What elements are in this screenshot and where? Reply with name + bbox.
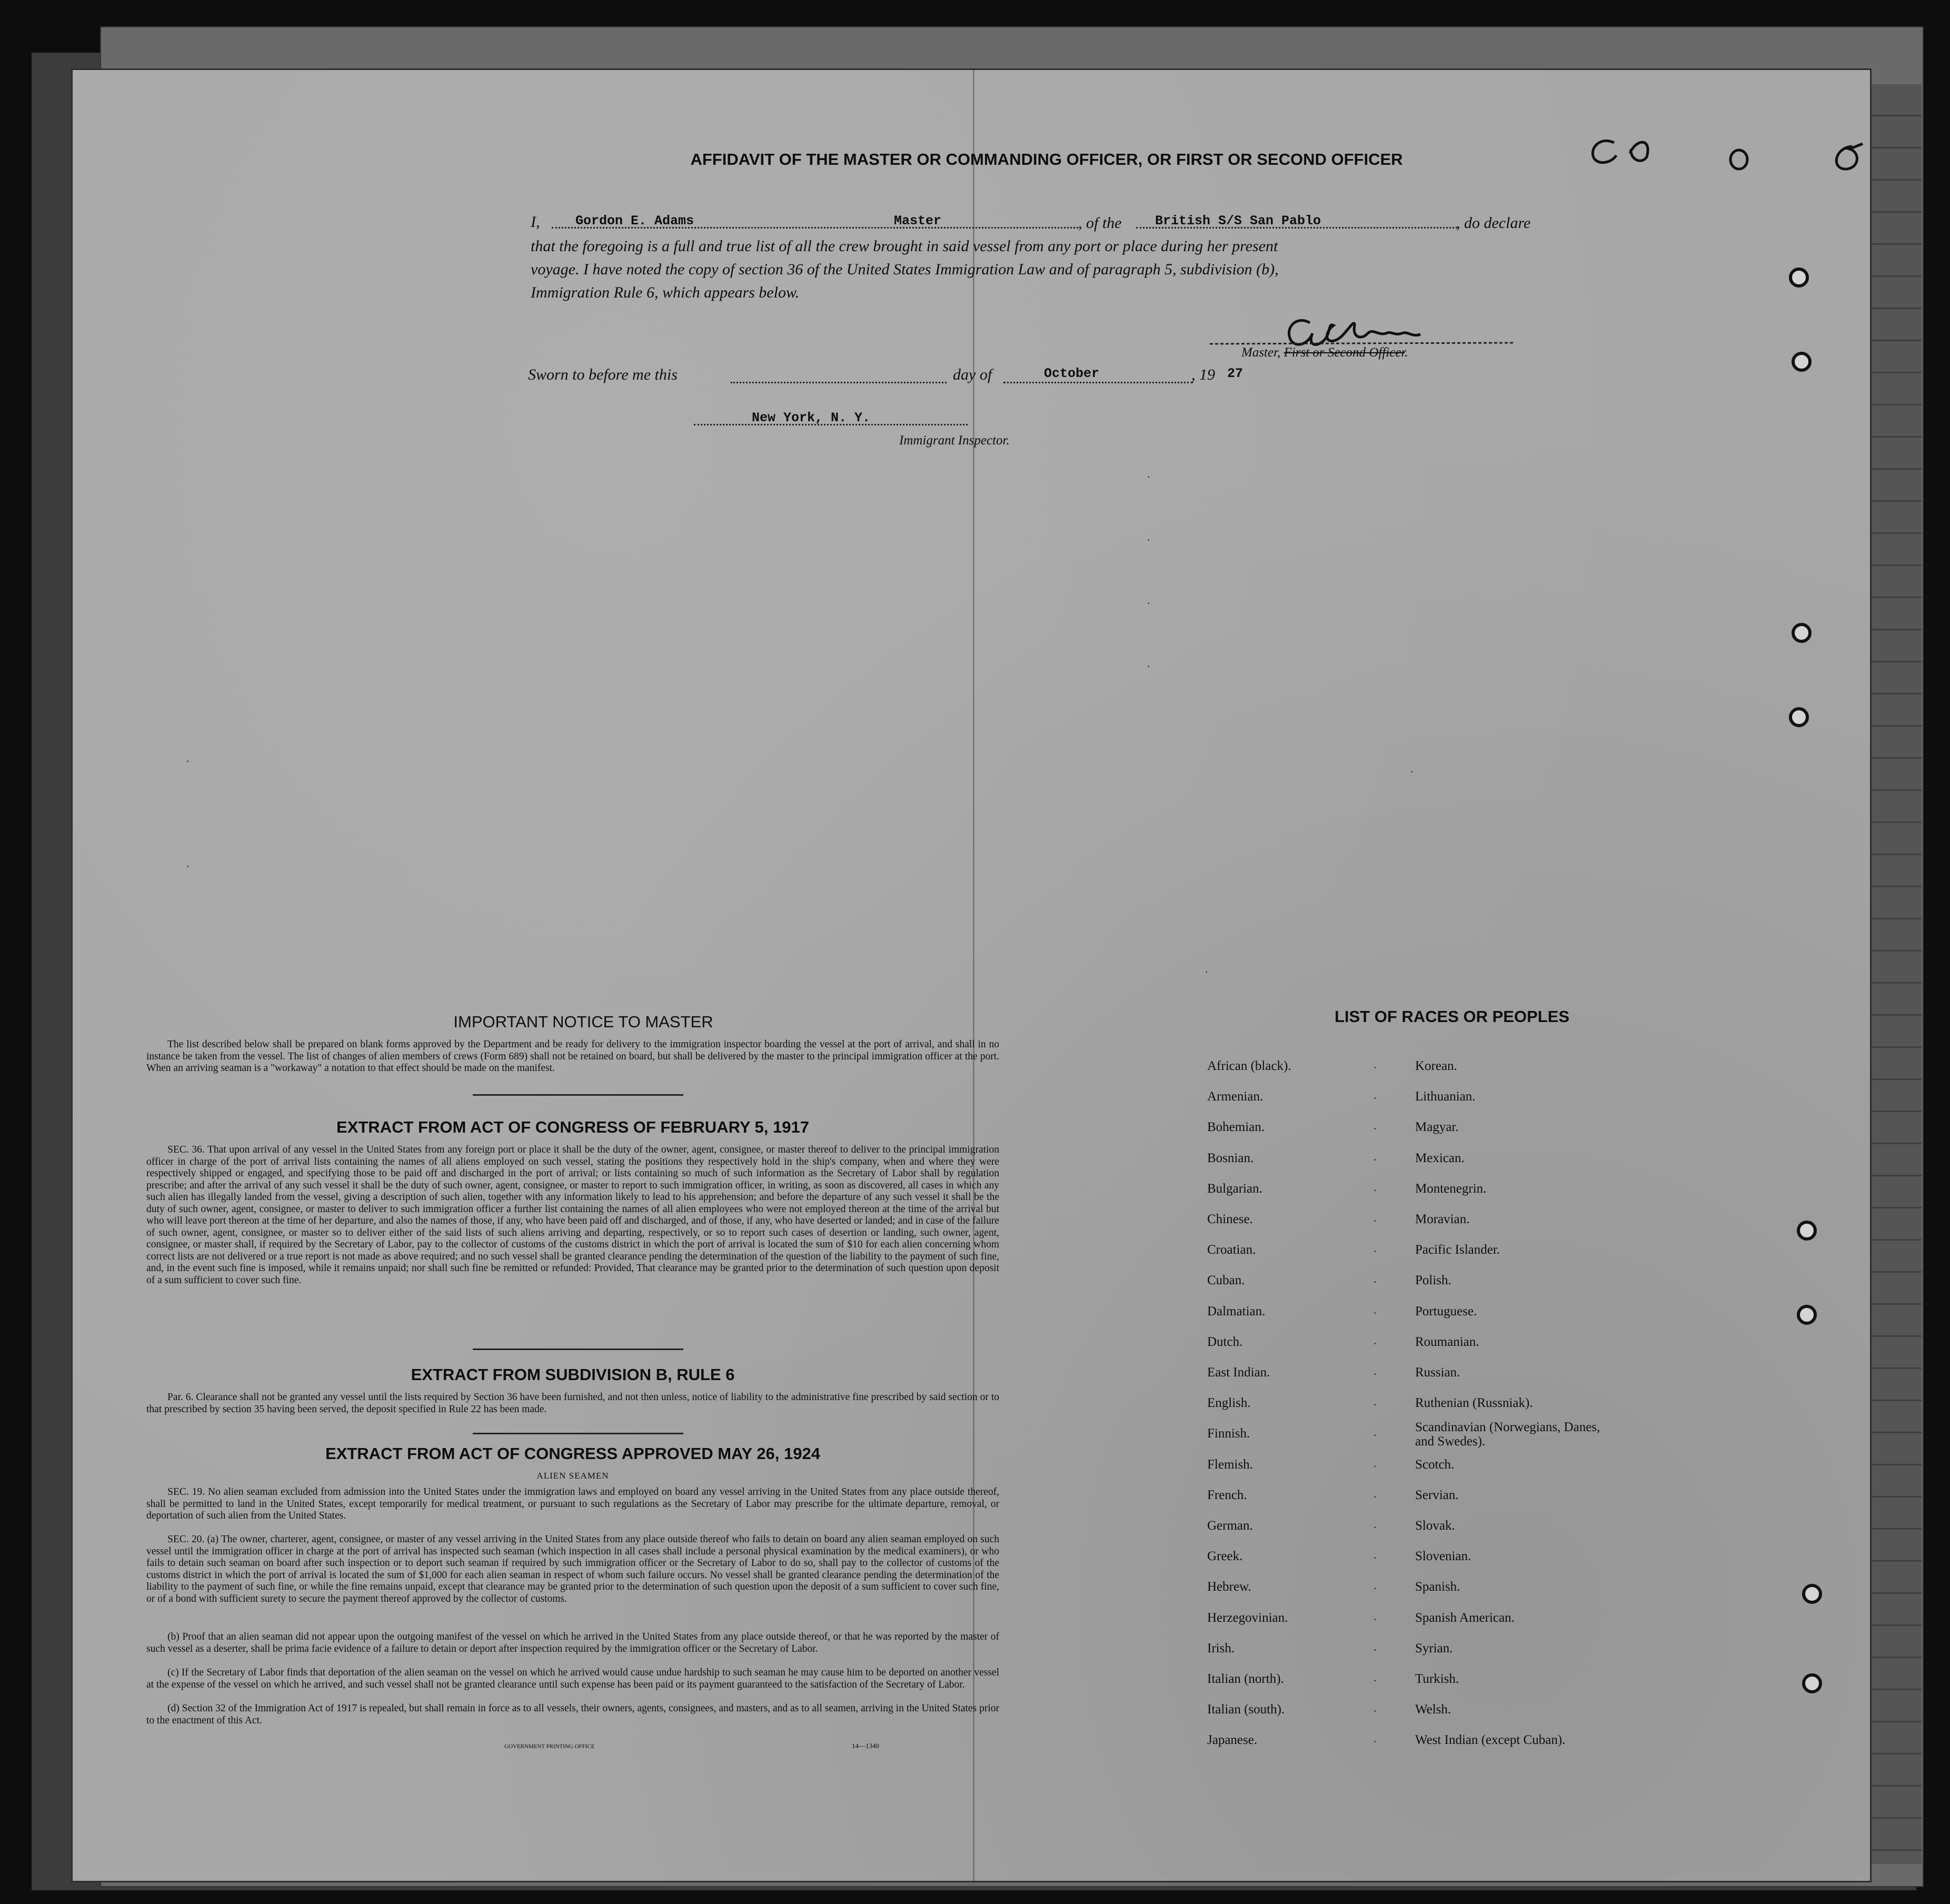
do-declare-label: , do declare xyxy=(1456,214,1531,232)
race-left-item: Armenian. xyxy=(1207,1089,1263,1104)
race-left-item: African (black). xyxy=(1207,1059,1291,1073)
race-left-item: Chinese. xyxy=(1207,1212,1253,1226)
race-right-item: Moravian. xyxy=(1415,1212,1470,1226)
race-left-item: Greek. xyxy=(1207,1549,1243,1564)
race-right-item: Polish. xyxy=(1415,1273,1451,1288)
race-left-item: Japanese. xyxy=(1207,1733,1258,1748)
race-left-item: Irish. xyxy=(1207,1641,1235,1655)
race-right-item: Ruthenian (Russniak). xyxy=(1415,1396,1533,1411)
race-right-item: Servian. xyxy=(1415,1488,1459,1502)
affidavit-line-3: voyage. I have noted the copy of section 36 of the United States Immigration Law and of paragraph 5, subdivision (b), xyxy=(531,261,1279,278)
year-prefix: , 19 xyxy=(1191,366,1215,383)
race-divider-dot: · xyxy=(1373,1674,1377,1687)
race-left-item: Italian (south). xyxy=(1207,1702,1285,1717)
punch-hole xyxy=(1789,707,1809,727)
race-left-item: English. xyxy=(1207,1396,1251,1411)
signature-caption-struck: First or Second Officer xyxy=(1284,345,1405,360)
race-divider-dot: · xyxy=(1373,1398,1377,1412)
punch-hole xyxy=(1797,1221,1817,1241)
divider xyxy=(473,1094,683,1096)
race-divider-dot: · xyxy=(1373,1551,1377,1565)
speck: · xyxy=(186,860,190,873)
day-of-label: day of xyxy=(953,366,992,383)
act-1924-subtitle: ALIEN SEAMEN xyxy=(536,1471,609,1481)
sworn-month: October xyxy=(1044,366,1100,381)
speck: · xyxy=(1147,533,1151,547)
sworn-day-underline xyxy=(731,382,947,383)
master-rank: Master xyxy=(894,213,942,229)
race-left-item: Flemish. xyxy=(1207,1457,1253,1472)
race-left-item: Cuban. xyxy=(1207,1273,1245,1288)
speck: · xyxy=(1147,660,1151,673)
race-divider-dot: · xyxy=(1373,1183,1377,1197)
affidavit-title: AFFIDAVIT OF THE MASTER OR COMMANDING OFFICER, OR FIRST OR SECOND OFFICER xyxy=(690,150,1403,168)
race-left-item: Bosnian. xyxy=(1207,1151,1254,1165)
race-divider-dot: · xyxy=(1373,1061,1377,1074)
race-divider-dot: · xyxy=(1373,1643,1377,1657)
race-left-item: Herzegovinian. xyxy=(1207,1610,1288,1625)
rule-6-title: EXTRACT FROM SUBDIVISION B, RULE 6 xyxy=(411,1365,735,1384)
race-divider-dot: · xyxy=(1373,1306,1377,1320)
race-divider-dot: · xyxy=(1373,1735,1377,1749)
race-divider-dot: · xyxy=(1373,1459,1377,1473)
race-right-item: Lithuanian. xyxy=(1415,1089,1476,1104)
act-1917-title: EXTRACT FROM ACT OF CONGRESS OF FEBRUARY 5, 1917 xyxy=(336,1118,809,1136)
act-1924-sec-20a: SEC. 20. (a) The owner, charterer, agent, consignee, or master of any vessel arriving in the United States from any place outside thereof who fails to detain on board any alien seaman employed on such vessel until the immigration officer in charge at the port of arrival has inspected such seaman (which inspection in all cases shall include a personal physical examination by the medical examiners), or who fails to detain such seaman on board after such inspection or to deport such seaman if required by such immigration officer or the Secretary of Labor to do so, shall pay to the collector of customs of the customs district in which the port of arrival is located the sum of $1,000 for each alien seaman in respect of whom such failure occurs. No vessel shall be granted clearance pending the determination of the liability to the payment of such fine, or while the fine remains unpaid, except that clearance may be granted prior to the determination of such question upon the deposit of a sum sufficient to cover such fine, or of a bond with sufficient surety to secure the payment thereof approved by the collector of customs. xyxy=(146,1534,999,1604)
race-divider-dot: · xyxy=(1373,1122,1377,1136)
race-right-item: Spanish American. xyxy=(1415,1610,1515,1625)
signature-caption-master: Master, xyxy=(1241,345,1281,360)
race-left-item: German. xyxy=(1207,1519,1253,1533)
race-left-item: Dutch. xyxy=(1207,1334,1243,1349)
act-1924-sec-20c: (c) If the Secretary of Labor finds that deportation of the alien seaman on the vessel on which he arrived would cause undue hardship to such seaman he may cause him to be deported on another vessel at the expense of the vessel on which he arrived, and such vessel shall not be granted clearance until such expense has been paid or its payment guaranteed to the satisfaction of the Secretary of Labor. xyxy=(146,1667,999,1690)
race-right-item: Montenegrin. xyxy=(1415,1181,1487,1196)
form-number: 14—1340 xyxy=(852,1742,879,1750)
race-left-item: Bohemian. xyxy=(1207,1120,1265,1135)
act-1924-sec-19: SEC. 19. No alien seaman excluded from admission into the United States under the immigration laws and employed on board any vessel arriving in the United States from any place outside thereof, shall be permitted to land in the United States, except temporarily for medical treatment, or pursuant to such regulations as the Secretary of Labor may prescribe for the ultimate departure, removal, or deportation of such alien from the United States. xyxy=(146,1486,999,1521)
handwritten-marks xyxy=(1568,107,1872,175)
race-divider-dot: · xyxy=(1373,1490,1377,1503)
race-right-item: Turkish. xyxy=(1415,1672,1459,1686)
punch-hole xyxy=(1802,1673,1822,1693)
race-divider-dot: · xyxy=(1373,1612,1377,1626)
race-left-item: Italian (north). xyxy=(1207,1672,1284,1686)
race-left-item: Hebrew. xyxy=(1207,1580,1251,1594)
affidavit-line-4: Immigration Rule 6, which appears below. xyxy=(531,284,800,301)
punch-hole xyxy=(1802,1584,1822,1604)
race-right-item: Russian. xyxy=(1415,1365,1460,1380)
race-left-item: Finnish. xyxy=(1207,1426,1250,1441)
race-right-item: Mexican. xyxy=(1415,1151,1465,1165)
sworn-place: New York, N. Y. xyxy=(752,410,871,425)
sworn-year: 27 xyxy=(1227,366,1243,381)
race-right-item: Syrian. xyxy=(1415,1641,1453,1655)
master-name: Gordon E. Adams xyxy=(575,213,694,229)
race-left-item: Croatian. xyxy=(1207,1243,1256,1257)
race-divider-dot: · xyxy=(1373,1521,1377,1534)
divider xyxy=(473,1348,683,1350)
punch-hole xyxy=(1792,623,1812,643)
printer-imprint: GOVERNMENT PRINTING OFFICE xyxy=(504,1743,595,1750)
fold-line xyxy=(973,70,974,1881)
race-right-item: Spanish. xyxy=(1415,1580,1460,1594)
race-divider-dot: · xyxy=(1373,1214,1377,1227)
act-1924-title: EXTRACT FROM ACT OF CONGRESS APPROVED MAY 26, 1924 xyxy=(325,1444,820,1463)
race-right-item: Korean. xyxy=(1415,1059,1457,1073)
punch-hole xyxy=(1789,267,1809,287)
speck: · xyxy=(186,755,190,768)
race-divider-dot: · xyxy=(1373,1153,1377,1166)
notice-title: IMPORTANT NOTICE TO MASTER xyxy=(453,1013,713,1031)
race-right-item: Roumanian. xyxy=(1415,1334,1479,1349)
race-divider-dot: · xyxy=(1373,1245,1377,1258)
speck: · xyxy=(1410,765,1414,778)
race-divider-dot: · xyxy=(1373,1092,1377,1105)
rule-6-body: Par. 6. Clearance shall not be granted any vessel until the lists required by Section 36 have been furnished, and not then unless, notice of liability to the administrative fine prescribed by said section or to that prescribed by section 35 having been served, the deposit specified in Rule 22 has been made. xyxy=(146,1392,999,1415)
race-right-item: Scotch. xyxy=(1415,1457,1455,1472)
inspector-caption: Immigrant Inspector. xyxy=(899,433,1010,448)
divider xyxy=(473,1433,683,1434)
affidavit-i-label: I, xyxy=(531,213,540,231)
act-1924-sec-20b: (b) Proof that an alien seaman did not appear upon the outgoing manifest of the vessel on which he arrived in the United States from any place outside thereof, or that he was reported by the master of such vessel as a deserter, shall be prima facie evidence of a failure to detain or deport after inspection required by the immigration officer or the Secretary of Labor. xyxy=(146,1631,999,1654)
race-left-item: East Indian. xyxy=(1207,1365,1270,1380)
act-1917-body: SEC. 36. That upon arrival of any vessel in the United States from any foreign port or place it shall be the duty of the owner, agent, consignee, or master thereof to deliver to the principal immigration officer in charge of the port of arrival lists containing the names of all aliens employed on such vessel, stating the positions they respectively hold in the ship's company, when and where they were respectively shipped or engaged, and specifying those to be paid off and discharged in the port of arrival; or lists containing so much of such information as the Secretary of Labor shall by regulation prescribe; and after the arrival of any such vessel it shall be the duty of such owner, agent, consignee, or master to report to such immigration officer, in writing, as soon as discovered, all cases in which any such alien has illegally landed from the vessel, giving a description of such alien, together with any information likely to lead to his apprehension; and before the departure of any such vessel it shall be the duty of such owner, agent, consignee, or master to deliver to such immigration officer a further list containing the names of all alien employees who were not employed thereon at the time of the arrival but who will leave port thereon at the time of her departure, and also the names of those, if any, who have been paid off and discharged, and of those, if any, who have deserted or landed; and in case of the failure of such owner, agent, consignee, or master so to deliver either of the said lists of such aliens arriving and departing, respectively, or so to report such cases of desertion or landing, such owner, agent, consignee, or master shall, if required by the Secretary of Labor, pay to the collector of customs of the customs district in which the port of arrival is located the sum of $10 for each alien concerning whom correct lists are not delivered or a true report is not made as above required; and no such vessel shall be granted clearance pending the determination of the question of the liability to the payment of such fine, and, in the event such fine is imposed, while it remains unpaid; nor shall such fine be remitted or refunded: Provided, That clearance may be granted prior to the determination of such question upon deposit of a sum sufficient to cover such fine. xyxy=(146,1144,999,1286)
vessel-name: British S/S San Pablo xyxy=(1155,213,1321,229)
race-left-item: Bulgarian. xyxy=(1207,1181,1262,1196)
race-divider-dot: · xyxy=(1373,1704,1377,1718)
signature-caption: Master, First or Second Officer. xyxy=(1241,345,1408,360)
sworn-label: Sworn to before me this xyxy=(528,366,678,383)
of-the-label: , of the xyxy=(1078,214,1122,232)
race-left-item: Dalmatian. xyxy=(1207,1304,1266,1318)
act-1924-sec-20d: (d) Section 32 of the Immigration Act of 1917 is repealed, but shall remain in force as to all vessels, their owners, agents, consignees, and masters, and as to all seamen, arriving in the United States prior to the enactment of this Act. xyxy=(146,1703,999,1726)
speck: · xyxy=(1205,965,1209,978)
race-divider-dot: · xyxy=(1373,1582,1377,1595)
race-right-item: Pacific Islander. xyxy=(1415,1243,1500,1257)
race-divider-dot: · xyxy=(1373,1429,1377,1442)
race-right-item: West Indian (except Cuban). xyxy=(1415,1733,1566,1748)
race-left-item: French. xyxy=(1207,1488,1247,1502)
notice-body: The list described below shall be prepared on blank forms approved by the Department and be ready for delivery to the immigration inspector boarding the vessel at the port of arrival, and shall in no instance be taken from the vessel. The list of changes of alien members of crews (Form 689) shall not be retained on board, but shall be delivered by the master to the principal immigration officer at the port. When an arriving seaman is a "workaway" a notation to that effect should be made on the manifest. xyxy=(146,1039,999,1074)
speck: · xyxy=(1147,597,1151,610)
month-underline xyxy=(1003,382,1193,383)
race-right-item: Welsh. xyxy=(1415,1702,1451,1717)
race-right-item: Portuguese. xyxy=(1415,1304,1477,1318)
race-right-item: Scandinavian (Norwegians, Danes, and Swedes). xyxy=(1415,1420,1600,1449)
punch-hole xyxy=(1792,352,1812,372)
speck: · xyxy=(1147,470,1151,483)
race-divider-dot: · xyxy=(1373,1275,1377,1289)
manifest-page xyxy=(71,68,1872,1882)
races-title: LIST OF RACES OR PEOPLES xyxy=(1334,1007,1570,1026)
affidavit-line-2: that the foregoing is a full and true list of all the crew brought in said vessel from any port or place during her present xyxy=(531,237,1278,255)
punch-hole xyxy=(1797,1305,1817,1325)
race-divider-dot: · xyxy=(1373,1367,1377,1381)
race-right-item: Slovak. xyxy=(1415,1519,1455,1533)
race-right-item: Magyar. xyxy=(1415,1120,1459,1135)
race-right-item: Slovenian. xyxy=(1415,1549,1471,1564)
race-divider-dot: · xyxy=(1373,1336,1377,1350)
